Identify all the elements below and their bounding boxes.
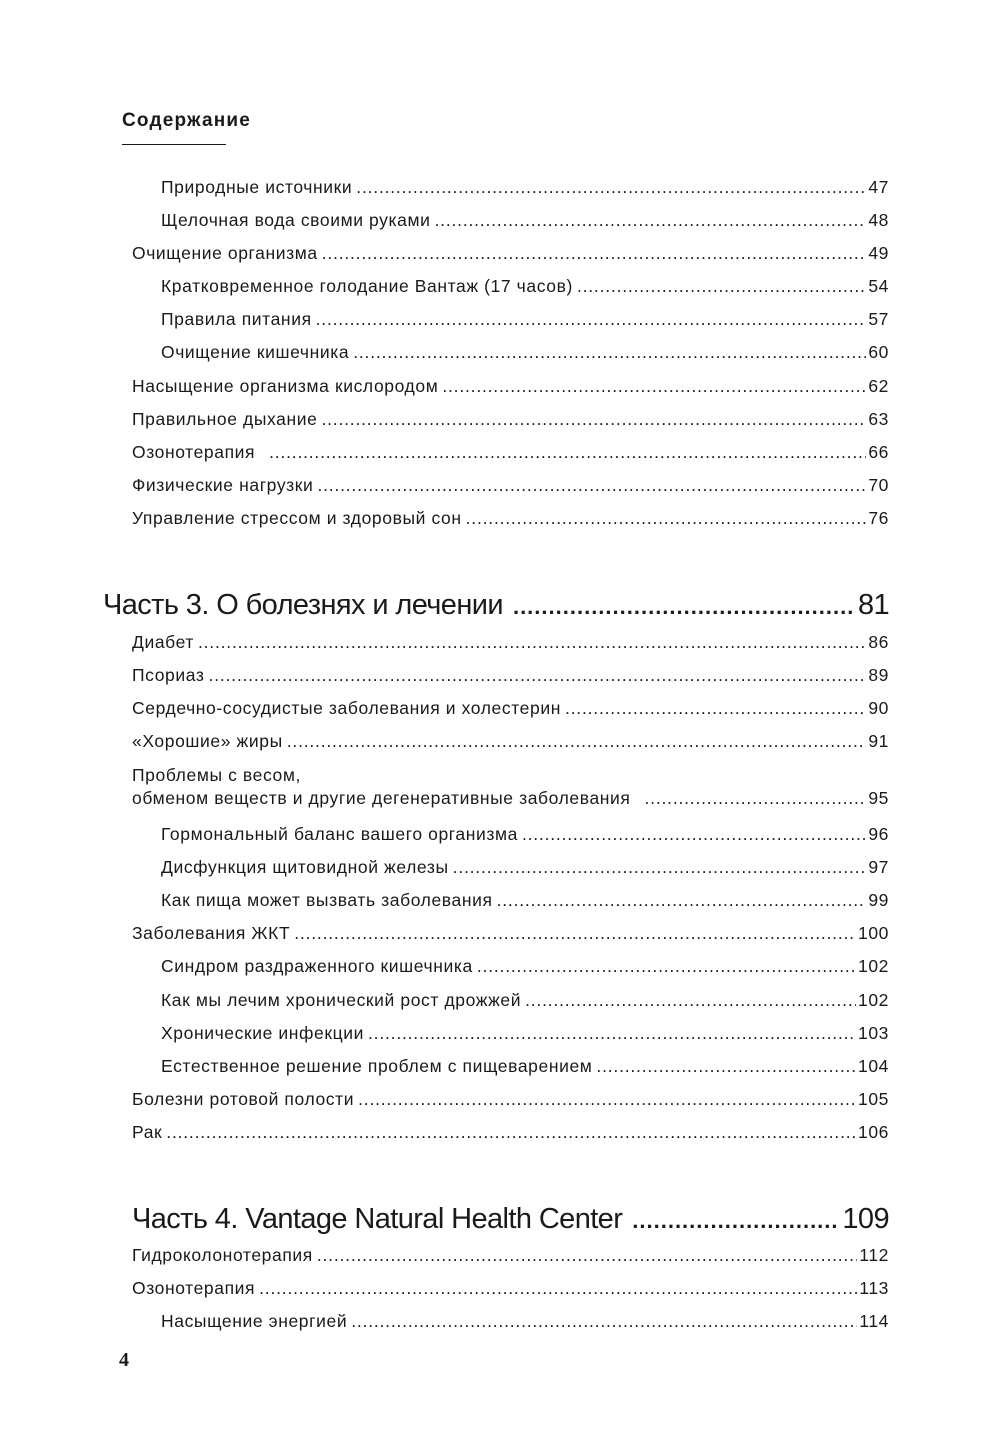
toc-entry-page: 48 bbox=[868, 210, 889, 230]
dot-leader bbox=[316, 307, 867, 331]
running-head-rule bbox=[122, 144, 226, 145]
toc-entry-page: 76 bbox=[868, 508, 889, 528]
dot-leader bbox=[525, 988, 856, 1012]
toc-entry[interactable] bbox=[161, 1021, 889, 1045]
toc-entry[interactable] bbox=[161, 855, 889, 879]
dot-leader bbox=[442, 374, 866, 398]
toc-entry-label: Кратковременное голодание Вантаж (17 часов) bbox=[161, 276, 573, 296]
toc-entry[interactable] bbox=[132, 374, 889, 398]
toc-entry-label: Очищение организма bbox=[132, 243, 318, 263]
toc-entry[interactable] bbox=[132, 440, 889, 464]
toc-entry-label: Физические нагрузки bbox=[132, 475, 314, 495]
toc-entry-label: Сердечно-сосудистые заболевания и холестерин bbox=[132, 698, 561, 718]
part-title: Часть 4. Vantage Natural Health Center bbox=[132, 1203, 623, 1235]
toc-entry-label: Синдром раздраженного кишечника bbox=[161, 956, 473, 976]
toc-entry[interactable] bbox=[132, 1243, 889, 1267]
dot-leader bbox=[322, 241, 867, 265]
part-page: 109 bbox=[842, 1203, 889, 1235]
toc-entry-page: 102 bbox=[858, 956, 889, 976]
toc-entry[interactable] bbox=[132, 241, 889, 265]
toc-entry[interactable] bbox=[132, 696, 889, 720]
toc-entry-label: Озонотерапия bbox=[132, 1278, 256, 1298]
toc-entry[interactable] bbox=[132, 473, 889, 497]
dot-leader bbox=[645, 786, 867, 810]
dot-leader bbox=[259, 1276, 857, 1300]
dot-leader bbox=[209, 663, 867, 687]
toc-entry-multiline[interactable] bbox=[132, 763, 889, 810]
toc-entry[interactable] bbox=[161, 1309, 889, 1333]
dot-leader bbox=[435, 208, 867, 232]
toc-entry-label: Очищение кишечника bbox=[161, 342, 350, 362]
toc-entry-label: «Хорошие» жиры bbox=[132, 731, 283, 751]
toc-entry[interactable] bbox=[132, 407, 889, 431]
toc-entry-label: Насыщение энергией bbox=[161, 1311, 348, 1331]
toc-entry-label: Болезни ротовой полости bbox=[132, 1089, 355, 1109]
dot-leader bbox=[466, 506, 867, 530]
running-head: Содержание bbox=[122, 110, 252, 131]
toc-entry-page: 100 bbox=[858, 923, 889, 943]
toc-entry-page: 99 bbox=[868, 890, 889, 910]
dot-leader bbox=[632, 1203, 836, 1239]
dot-leader bbox=[497, 888, 867, 912]
toc-entry-page: 66 bbox=[868, 442, 889, 462]
toc-entry[interactable] bbox=[161, 274, 889, 298]
toc-entry[interactable] bbox=[132, 1087, 889, 1111]
toc-entry-label: Хронические инфекции bbox=[161, 1023, 365, 1043]
toc-entry[interactable] bbox=[132, 663, 889, 687]
dot-leader bbox=[358, 1087, 856, 1111]
toc-entry[interactable] bbox=[132, 506, 889, 530]
toc-entry-label: Рак bbox=[132, 1122, 163, 1142]
dot-leader bbox=[522, 822, 866, 846]
toc-entry-page: 57 bbox=[868, 309, 889, 329]
toc-entry-label: Насыщение организма кислородом bbox=[132, 376, 439, 396]
toc-entry-page: 95 bbox=[868, 788, 889, 808]
dot-leader bbox=[565, 696, 866, 720]
dot-leader bbox=[596, 1054, 856, 1078]
toc-entry[interactable] bbox=[132, 1276, 889, 1300]
toc-entry-label: Природные источники bbox=[161, 177, 353, 197]
toc-entry-page: 97 bbox=[868, 857, 889, 877]
dot-leader bbox=[321, 407, 866, 431]
toc-entry[interactable] bbox=[132, 921, 889, 945]
dot-leader bbox=[351, 1309, 857, 1333]
toc-entry-label: Диабет bbox=[132, 632, 194, 652]
part-3-heading[interactable] bbox=[103, 587, 889, 625]
dot-leader bbox=[368, 1021, 856, 1045]
dot-leader bbox=[513, 589, 852, 625]
toc-entry-label: Как пища может вызвать заболевания bbox=[161, 890, 493, 910]
toc-entry-label: Гормональный баланс вашего организма bbox=[161, 824, 518, 844]
toc-entry-label: Как мы лечим хронический рост дрожжей bbox=[161, 990, 522, 1010]
toc-entry[interactable] bbox=[132, 630, 889, 654]
toc-entry-page: 102 bbox=[858, 990, 889, 1010]
toc-entry[interactable] bbox=[161, 988, 889, 1012]
toc-entry[interactable] bbox=[132, 1120, 889, 1144]
toc-entry-page: 47 bbox=[868, 177, 889, 197]
dot-leader bbox=[477, 954, 856, 978]
dot-leader bbox=[453, 855, 867, 879]
dot-leader bbox=[294, 921, 856, 945]
toc-entry-label-line1: Проблемы с весом, bbox=[132, 765, 301, 785]
part-title: Часть 3. О болезнях и лечении bbox=[103, 589, 503, 621]
toc-entry-label: Естественное решение проблем с пищеварением bbox=[161, 1056, 593, 1076]
dot-leader bbox=[287, 729, 867, 753]
toc-entry-label: Гидроколонотерапия bbox=[132, 1245, 313, 1265]
toc-entry-label-line2: обменом веществ и другие дегенеративные заболевания bbox=[132, 788, 631, 808]
toc-entry-page: 63 bbox=[868, 409, 889, 429]
toc-entry[interactable] bbox=[161, 888, 889, 912]
dot-leader bbox=[317, 1243, 857, 1267]
dot-leader bbox=[198, 630, 866, 654]
toc-entry-label: Управление стрессом и здоровый сон bbox=[132, 508, 462, 528]
toc-entry[interactable] bbox=[161, 175, 889, 199]
toc-entry[interactable] bbox=[161, 340, 889, 364]
toc-entry-label: Щелочная вода своими руками bbox=[161, 210, 431, 230]
part-4-heading[interactable] bbox=[132, 1201, 889, 1239]
toc-entry-page: 90 bbox=[868, 698, 889, 718]
toc-entry-page: 70 bbox=[868, 475, 889, 495]
toc-entry-page: 105 bbox=[858, 1089, 889, 1109]
toc-entry-label: Заболевания ЖКТ bbox=[132, 923, 291, 943]
dot-leader bbox=[166, 1120, 856, 1144]
toc-entry-page: 113 bbox=[859, 1278, 889, 1298]
toc-entry-page: 91 bbox=[868, 731, 889, 751]
dot-leader bbox=[353, 340, 866, 364]
toc-entry-page: 89 bbox=[868, 665, 889, 685]
toc-entry[interactable] bbox=[161, 307, 889, 331]
toc-entry-page: 60 bbox=[868, 342, 889, 362]
dot-leader bbox=[356, 175, 866, 199]
dot-leader bbox=[577, 274, 866, 298]
dot-leader bbox=[269, 440, 866, 464]
toc-entry[interactable] bbox=[161, 822, 889, 846]
toc-entry-page: 104 bbox=[858, 1056, 889, 1076]
toc-entry-page: 106 bbox=[858, 1122, 889, 1142]
toc-entry-label: Правильное дыхание bbox=[132, 409, 318, 429]
toc-entry-page: 114 bbox=[859, 1311, 889, 1331]
toc-entry[interactable] bbox=[161, 954, 889, 978]
page-number: 4 bbox=[119, 1349, 129, 1371]
toc-entry-page: 103 bbox=[858, 1023, 889, 1043]
toc-entry-page: 86 bbox=[868, 632, 889, 652]
toc-entry-page: 54 bbox=[868, 276, 889, 296]
toc-entry-label: Дисфункция щитовидной железы bbox=[161, 857, 449, 877]
toc-entry-page: 112 bbox=[859, 1245, 889, 1265]
toc-entry-page: 62 bbox=[868, 376, 889, 396]
dot-leader bbox=[317, 473, 866, 497]
part-page: 81 bbox=[857, 589, 889, 621]
toc-entry-page: 96 bbox=[868, 824, 889, 844]
toc-entry-label: Правила питания bbox=[161, 309, 312, 329]
toc-entry-label: Псориаз bbox=[132, 665, 205, 685]
toc-entry-label: Озонотерапия bbox=[132, 442, 256, 462]
toc-entry[interactable] bbox=[161, 208, 889, 232]
toc-entry[interactable] bbox=[161, 1054, 889, 1078]
toc-entry[interactable] bbox=[132, 729, 889, 753]
toc-entry-page: 49 bbox=[868, 243, 889, 263]
